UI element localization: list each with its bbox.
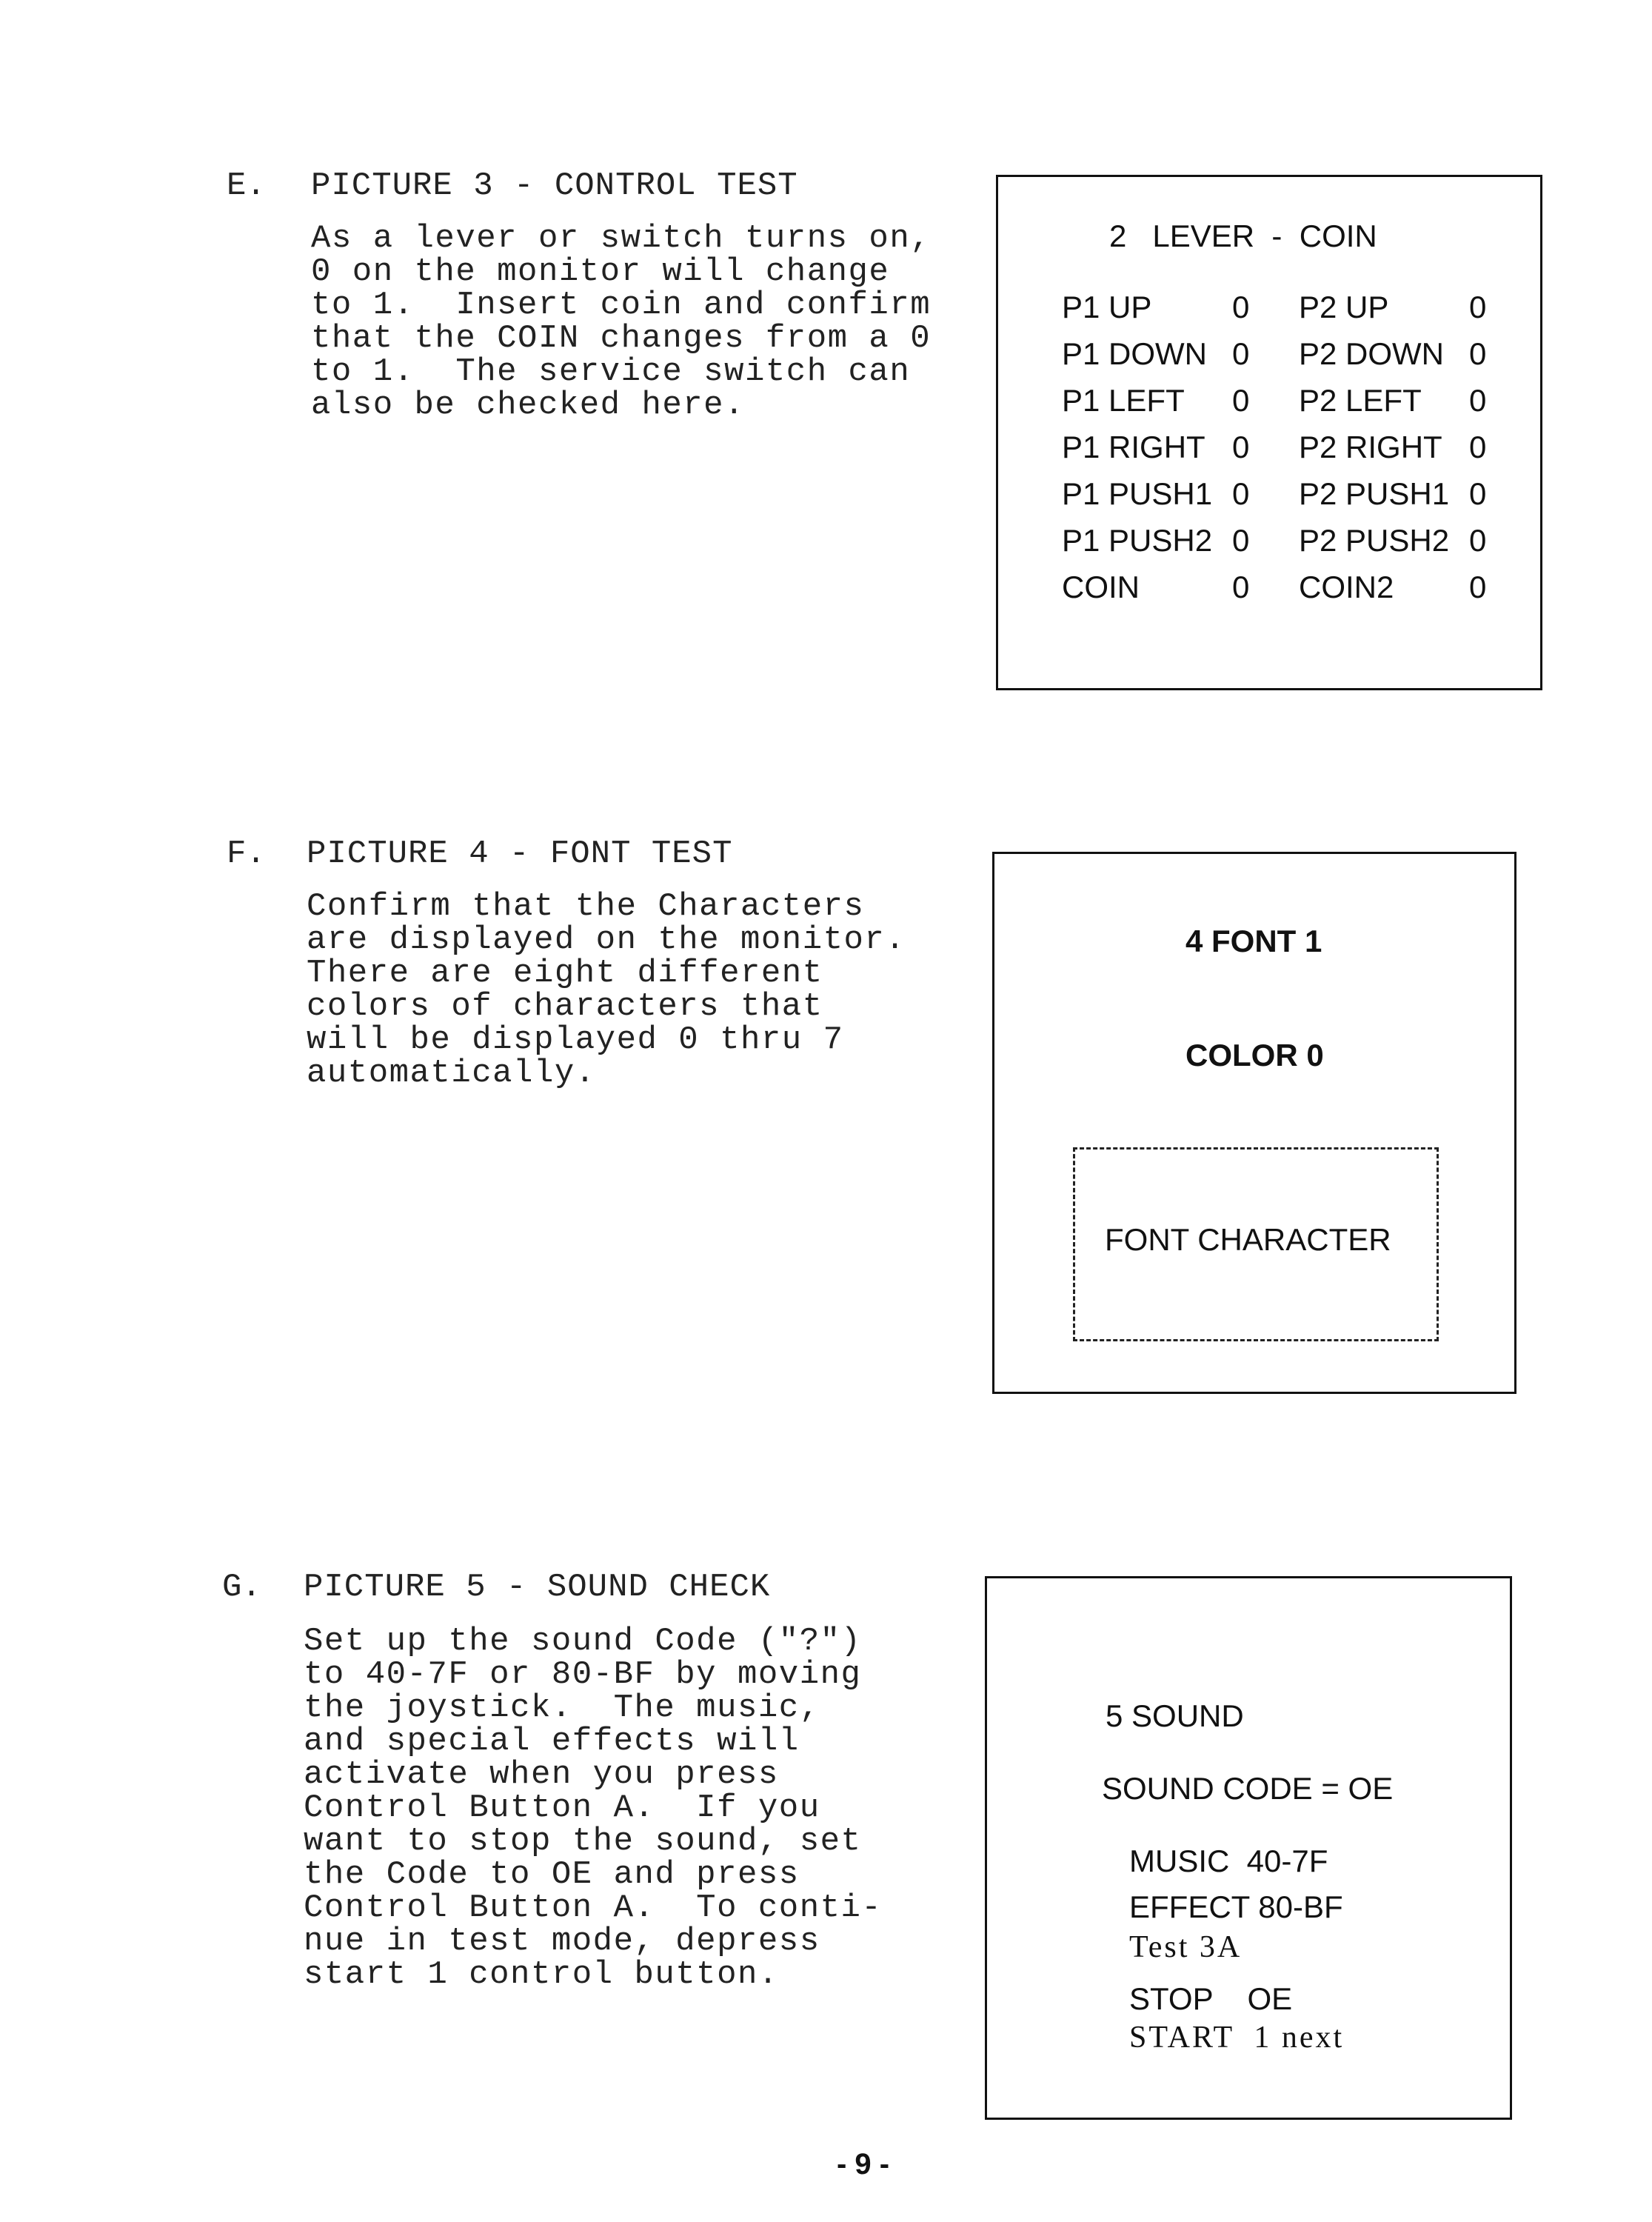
control-p2-value: 0: [1469, 476, 1487, 511]
sound-check-screen: [985, 1576, 1512, 2120]
control-p1-value: 0: [1232, 383, 1250, 418]
control-p1-label: P1 LEFT: [1062, 383, 1185, 418]
section-g-body: [304, 1625, 882, 1992]
section-f-line: There are eight different: [307, 955, 823, 992]
control-p1-label: P1 PUSH1: [1062, 476, 1213, 511]
control-p1-value: 0: [1232, 336, 1250, 371]
page-number: - 9 -: [837, 2148, 890, 2181]
sound-code-line: SOUND CODE = OE: [1102, 1771, 1394, 1806]
section-g-line: want to stop the sound, set: [304, 1823, 862, 1860]
control-p2-label: P2 RIGHT: [1299, 430, 1442, 464]
section-f-title: PICTURE 4 - FONT TEST: [307, 835, 733, 873]
control-p2-label: COIN2: [1299, 570, 1394, 604]
control-p1-label: P1 UP: [1062, 290, 1152, 324]
section-f-line: Confirm that the Characters: [307, 888, 865, 925]
section-e-letter: E.: [227, 167, 266, 204]
font-character-label: FONT CHARACTER: [1105, 1222, 1391, 1257]
sound-start-line: START 1 next: [1129, 2021, 1345, 2055]
section-e-body: [311, 222, 931, 422]
section-f-line: automatically.: [307, 1055, 596, 1092]
section-g-line: the joystick. The music,: [304, 1689, 820, 1726]
section-g-line: and special effects will: [304, 1723, 800, 1760]
control-p2-value: 0: [1469, 336, 1487, 371]
control-p2-label: P2 PUSH1: [1299, 476, 1450, 511]
section-g-line: the Code to OE and press: [304, 1856, 800, 1893]
control-p1-label: P1 PUSH2: [1062, 523, 1213, 558]
control-p1-value: 0: [1232, 476, 1250, 511]
section-g-line: activate when you press: [304, 1756, 779, 1793]
section-g-line: start 1 control button.: [304, 1956, 779, 1993]
control-p2-label: P2 LEFT: [1299, 383, 1422, 418]
section-e-line: to 1. Insert coin and confirm: [311, 287, 932, 324]
control-p2-label: P2 DOWN: [1299, 336, 1445, 371]
section-g-letter: G.: [222, 1569, 261, 1606]
font-character-box: [1073, 1147, 1439, 1341]
control-p2-value: 0: [1469, 570, 1487, 604]
control-p2-value: 0: [1469, 523, 1487, 558]
control-p1-value: 0: [1232, 570, 1250, 604]
section-f-line: will be displayed 0 thru 7: [307, 1021, 844, 1058]
section-f-line: colors of characters that: [307, 988, 823, 1025]
section-f-body: [307, 890, 906, 1090]
control-p2-label: P2 UP: [1299, 290, 1389, 324]
control-p1-value: 0: [1232, 523, 1250, 558]
control-p2-label: P2 PUSH2: [1299, 523, 1450, 558]
section-g-line: Set up the sound Code ("?"): [304, 1623, 862, 1660]
control-screen-title: 2 LEVER - COIN: [1109, 218, 1377, 253]
section-g-line: nue in test mode, depress: [304, 1923, 820, 1960]
sound-screen-title: 5 SOUND: [1106, 1698, 1244, 1733]
section-e-title: PICTURE 3 - CONTROL TEST: [311, 167, 798, 204]
control-p1-value: 0: [1232, 290, 1250, 324]
control-p2-value: 0: [1469, 290, 1487, 324]
font-screen-color: COLOR 0: [1186, 1038, 1324, 1072]
font-test-screen: [992, 852, 1516, 1394]
font-screen-title: 4 FONT 1: [1186, 924, 1322, 958]
section-e-line: also be checked here.: [311, 387, 745, 424]
section-e-line: that the COIN changes from a 0: [311, 320, 932, 357]
section-g-title: PICTURE 5 - SOUND CHECK: [304, 1569, 771, 1606]
control-test-screen: [996, 175, 1542, 690]
control-p1-label: COIN: [1062, 570, 1140, 604]
section-g-line: Control Button A. If you: [304, 1789, 820, 1826]
sound-music-line: MUSIC 40-7F: [1129, 1844, 1328, 1878]
control-p1-value: 0: [1232, 430, 1250, 464]
sound-effect-line: EFFECT 80-BF: [1129, 1889, 1343, 1924]
control-p2-value: 0: [1469, 383, 1487, 418]
section-g-line: to 40-7F or 80-BF by moving: [304, 1656, 862, 1693]
section-f-letter: F.: [227, 835, 266, 873]
section-g-line: Control Button A. To conti-: [304, 1889, 883, 1926]
control-p2-value: 0: [1469, 430, 1487, 464]
section-e-line: As a lever or switch turns on,: [311, 220, 932, 257]
section-e-line: 0 on the monitor will change: [311, 253, 890, 290]
sound-stop-line: STOP OE: [1129, 1981, 1293, 2016]
control-p1-label: P1 DOWN: [1062, 336, 1208, 371]
control-p1-label: P1 RIGHT: [1062, 430, 1205, 464]
section-f-line: are displayed on the monitor.: [307, 921, 906, 958]
section-e-line: to 1. The service switch can: [311, 353, 911, 390]
sound-test-line: Test 3A: [1129, 1930, 1243, 1964]
